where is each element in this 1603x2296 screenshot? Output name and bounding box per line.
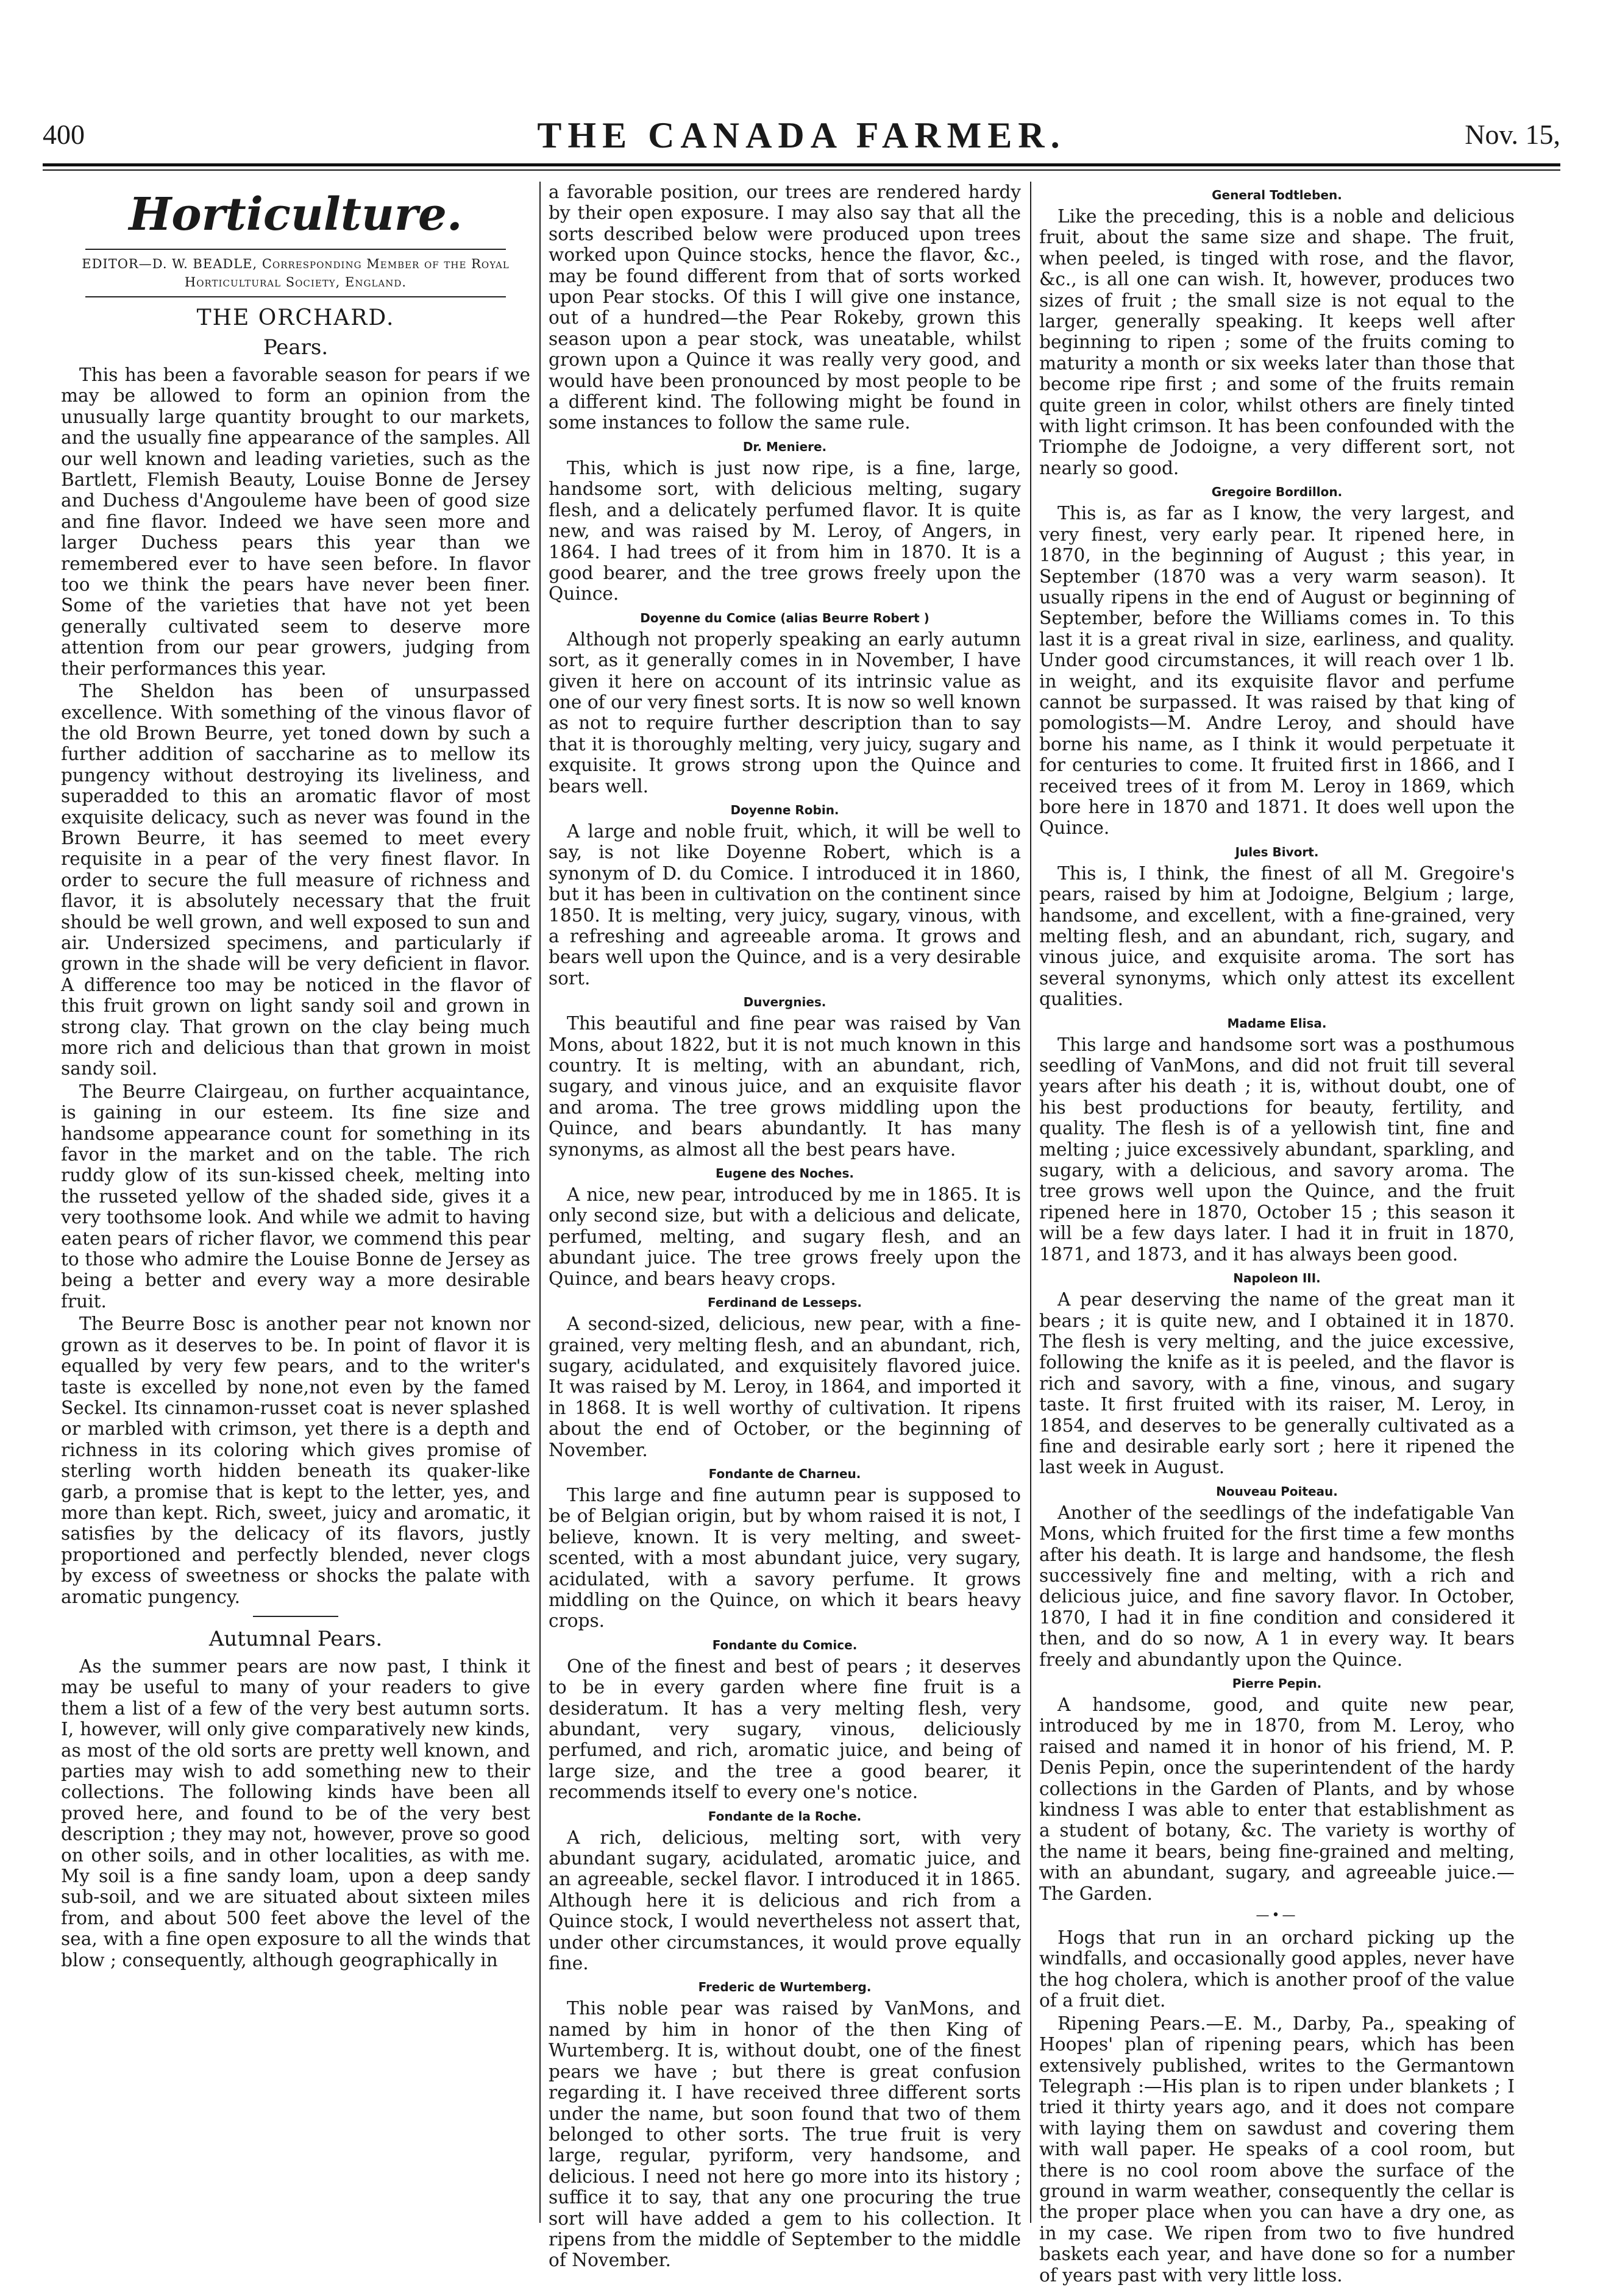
variety-name: Pierre Pepin.: [1232, 1676, 1322, 1691]
article-paragraph: The Beurre Bosc is another pear not known nor grown as it deserves to be. In point of flavor it is equalled by very few pears, and to the writer's taste is excelled by none,not even by the famed Seckel. Its cinnamon-russet coat is never splashed or marbled with crimson, yet there is a depth and richness in its coloring which gives promise of sterling worth hidden beneath its quaker-like garb, a promise that is kept to the letter, yes, and more than kept. Rich, sweet, juicy and aromatic, it satisfies by the delicacy of its flavors, justly proportioned and perfectly blended, never clogs by excess of sweetness or shocks the palate with aromatic pungency.: [61, 1313, 530, 1607]
article-paragraph: Hogs that run in an orchard picking up the windfalls, and occasionally good apples, never have the hog cholera, which is another proof of the value of a fruit diet.: [1039, 1927, 1515, 2011]
variety-description: Another of the seedlings of the indefatigable Van Mons, which fruited for the first time a few months after his death. It is large and handsome, the flesh successively fine and melting, with a rich and delicious juice, and fine savory flavor. In October, 1870, I had it in fine condition and considered it then, and do so now, A 1 in every way. It bears freely and abundantly upon the Quince.: [1039, 1502, 1515, 1670]
header-rule-thin: [43, 169, 1560, 171]
variety-name: Gregoire Bordillon.: [1211, 485, 1343, 500]
variety-description: A handsome, good, and quite new pear, introduced by me in 1870, from M. Leroy, who raised and named it in honor of his friend, M. P. Denis Pepin, once the superintendent of the hardy collections in the Garden of Plants, and by whose kindness I was able to enter that establishment as a student of botany, &c. The variety is worthy of the name it bears, being fine-grained and melting, with an abundant, sugary, and agreeable juice.—The Garden.: [1039, 1694, 1515, 1904]
column-2: [549, 182, 1021, 2271]
ornament-divider: —•—: [1256, 1908, 1298, 1924]
column-3: [1039, 182, 1515, 2286]
variety-name: Napoleon III.: [1233, 1271, 1321, 1286]
column-divider: [1030, 182, 1031, 2223]
header-rule: [43, 163, 1560, 166]
variety-description: This, which is just now ripe, is a fine, large, handsome sort, with delicious melting, sugary flesh, and a delicately perfumed flavor. It is quite new, and was raised by M. Leroy, of Angers, in 1864. I had trees of it from him in 1870. It is a good bearer, and the tree grows freely upon the Quince.: [549, 457, 1021, 605]
masthead-title: THE CANADA FARMER.: [537, 115, 1066, 155]
variety-description: Although not properly speaking an early autumn sort, as it generally comes in in November, I have given it here on account of its intrinsic value as one of our very finest sorts. It is now so well known as not to require further description than to say that it is thoroughly melting, very juicy, sugary and exquisite. It grows strong upon the Quince and bears well.: [549, 628, 1021, 797]
article-paragraph: a favorable position, our trees are rendered hardy by their open exposure. I may also say that all the sorts described below were produced upon trees worked upon Quince stocks, hence the flavor, &c., may be found different from that of sorts worked upon Pear stocks. Of this I will give one instance, out of a hundred—the Pear Rokeby, grown this season upon a pear stock, was uneatable, whilst grown upon a Quince it was really very good, and would have been pronounced by most people to be a different kind. The following might be found in some instances to follow the same rule.: [549, 182, 1021, 433]
variety-description: A second-sized, delicious, new pear, with a fine-grained, very melting flesh, and an abundant, rich, sugary, acidulated, and exquisitely flavored juice. It was raised by M. Leroy, in 1864, and imported it in 1868. It is well worthy of cultivation. It ripens about the end of October, or the beginning of November.: [549, 1313, 1021, 1460]
running-head: [43, 115, 1560, 157]
variety-description: This noble pear was raised by VanMons, and named by him in honor of the then King of Wurtemberg. It is, without doubt, one of the finest pears we have ; but there is great confusion regarding it. I have received three different sorts under the name, but soon found that two of them belonged to other sorts. The true fruit is very large, regular, pyriform, very handsome, and delicious. I need not here go more into its history ; suffice it to say, that any one procuring the true sort will have added a gem to his collection. It ripens from the middle of September to the middle of November.: [549, 1998, 1021, 2271]
variety-name: Jules Bivort.: [1235, 844, 1319, 859]
variety-name: Fondante du Comice.: [712, 1637, 858, 1652]
section-rule: [85, 249, 506, 250]
department-title: Horticulture.: [129, 188, 463, 241]
variety-description: This large and fine autumn pear is supposed to be of Belgian origin, but by whom raised it is not, I believe, known. It is very melting, and sweet-scented, with a most abundant juice, very sugary, acidulated, with a savory perfume. It grows middling on the Quince, on which it bears heavy crops.: [549, 1484, 1021, 1632]
page-number: 400: [43, 119, 85, 150]
variety-name: Doyenne du Comice (alias Beurre Robert ): [640, 610, 929, 625]
article-paragraph: The Beurre Clairgeau, on further acquaintance, is gaining in our esteem. Its fine size and handsome appearance count for something in its favor in the market and on the table. The rich ruddy glow of its sun-kissed cheek, melting into the russeted yellow of the shaded side, gives it a very toothsome look. And while we admit to having eaten pears of richer flavor, we commend this pear to those who admire the Louise Bonne de Jersey as being a better and every way a more desirable fruit.: [61, 1081, 530, 1312]
variety-description: A nice, new pear, introduced by me in 1865. It is only second size, but with a delicious and delicate, perfumed, melting, and sugary flesh, and an abundant juice. The tree grows freely upon the Quince, and bears heavy crops.: [549, 1184, 1021, 1289]
variety-description: A rich, delicious, melting sort, with very abundant sugary, acidulated, aromatic juice, and an agreeable, seckel flavor. I introduced it in 1865. Although here it is delicious and rich from a Quince stock, I would nevertheless not assert that, under other circumstances, it would prove equally fine.: [549, 1827, 1021, 1974]
variety-name: General Todtleben.: [1212, 188, 1342, 202]
column-divider: [539, 182, 541, 2223]
variety-name: Fondante de la Roche.: [708, 1808, 862, 1824]
variety-description: This is, as far as I know, the very largest, and very finest, very early pear. It ripened here, in 1870, in the beginning of August ; this year, in September (1870 was a very warm season). It usually ripens in the end of August or beginning of September, before the Williams comes in. To this last it is a great rival in size, earliness, and quality. Under good circumstances, it will reach over 1 lb. in weight, and its exquisite flavor and perfume cannot be surpassed. It was raised by that king of pomologists—M. Andre Leroy, and should have borne his name, as I think it would perpetuate it for centuries to come. It fruited first in 1866, and I received trees of it from M. Leroy in 1869, which bore here in 1870 and 1871. It does well upon the Quince.: [1039, 503, 1515, 839]
variety-name: Nouveau Poiteau.: [1216, 1484, 1338, 1499]
variety-name: Eugene des Noches.: [716, 1166, 854, 1181]
article-title: Autumnal Pears.: [208, 1626, 383, 1651]
variety-description: This large and handsome sort was a posthumous seedling of VanMons, and did not fruit till several years after his death ; it is, without doubt, one of his best productions for beauty, fertility, and quality. The flesh is of a yellowish tint, fine and melting ; juice excessively abundant, sparkling, and sugary, with a delicious, and savory aroma. The tree grows well upon the Quince, and the fruit ripened here in 1870, October 15 ; this season it will be a few days later. I had it in fruit in 1870, 1871, and 1873, and it has always been good.: [1039, 1034, 1515, 1265]
variety-description: This beautiful and fine pear was raised by Van Mons, about 1822, but it is not much known in this country. It is melting, with an abundant, rich, sugary, and vinous juice, and an exquisite flavor and aroma. The tree grows middling upon the Quince, and bears abundantly. It has many synonyms, as almost all the best pears have.: [549, 1013, 1021, 1160]
section-title: THE ORCHARD.: [196, 305, 395, 330]
variety-description: This is, I think, the finest of all M. Gregoire's pears, raised by him at Jodoigne, Belgium ; large, handsome, and excellent, with a fine-grained, very melting flesh, and an abundant, rich, sugary, and vinous juice, and exquisite aroma. The sort has several synonyms, which only attest its excellent qualities.: [1039, 862, 1515, 1010]
variety-name: Fondante de Charneu.: [708, 1466, 861, 1481]
subsection-title: Pears.: [263, 335, 329, 360]
variety-description: A large and noble fruit, which, it will be well to say, is not like Doyenne Robert, which is a synonym of D. du Comice. I introduced it in 1860, but it has been in cultivation on the continent since 1850. It is melting, very juicy, sugary, vinous, with a refreshing and agreeable aroma. It grows and bears well upon the Quince, and is a very desirable sort.: [549, 820, 1021, 989]
article-paragraph: This has been a favorable season for pears if we may be allowed to form an opinion from the unusually large quantity brought to our markets, and the usually fine appearance of the samples. All our well known and leading varieties, such as the Bartlett, Flemish Beauty, Louise Bonne de Jersey and Duchess d'Angouleme have been of good size and fine flavor. Indeed we have seen more and larger Duchess pears this year than we remembered ever to have seen before. In flavor too we think the pears have never been finer. Some of the varieties that have not yet been generally cultivated seem to deserve more attention from our pear growers, judging from their performances this year.: [61, 364, 530, 679]
issue-date: Nov. 15,: [1465, 119, 1560, 150]
article-paragraph: The Sheldon has been of unsurpassed excellence. With something of the vinous flavor of the old Brown Beurre, yet toned down by such a further addition of saccharine as to mellow its pungency without destroying its liveliness, and superadded to this an aromatic flavor of most exquisite delicacy, such as never was found in the Brown Beurre, it has seemed to meet every requisite in a pear of the very finest flavor. In order to secure the full measure of richness and flavor, it is absolutely necessary that the fruit should be well grown, and well exposed to sun and air. Undersized specimens, and particularly if grown in the shade will be very deficient in flavor. A difference too may be noticed in the flavor of this fruit grown on light sandy soil and grown in strong clay. That grown on the clay being much more rich and delicious than that grown in moist sandy soil.: [61, 681, 530, 1079]
variety-name: Dr. Meniere.: [742, 439, 827, 454]
column-1: [61, 182, 530, 2241]
variety-name: Ferdinand de Lesseps.: [707, 1295, 862, 1310]
variety-description: Like the preceding, this is a noble and delicious fruit, about the same size and shape. The fruit, when peeled, is tinged with rose, and the flavor, &c., is all one can wish. It, however, produces two sizes of fruit ; the small size is not equal to the larger, generally speaking. It keeps well after beginning to ripen ; some of the fruits coming to maturity a month or six weeks later than those that become ripe first ; and some of the fruits remain quite green in color, whilst others are finely tinted with light crimson. It has been confounded with the Triomphe de Jodoigne, a very different sort, not nearly so good.: [1039, 206, 1515, 478]
variety-name: Frederic de Wurtemberg.: [698, 1980, 872, 1995]
article-divider: [253, 1616, 338, 1617]
variety-name: Madame Elisa.: [1227, 1015, 1327, 1031]
article-paragraph: Ripening Pears.—E. M., Darby, Pa., speaking of Hoopes' plan of ripening pears, which has been extensively published, writes to the Germantown Telegraph :—His plan is to ripen under blankets ; I tried it thirty years ago, and it does not compare with laying them on sawdust and covering them with wall paper. He speaks of a cool room, but there is no cool room above the surface of the ground in warm weather, consequently the cellar is the proper place when you can have a dry one, as in my case. We ripen from two to five hundred baskets each year, and have done so for a number of years past with very little loss.: [1039, 2013, 1515, 2286]
section-rule: [85, 296, 506, 297]
variety-description: One of the finest and best of pears ; it deserves to be in every garden where fine fruit is a desideratum. It has a very melting flesh, very abundant, very sugary, vinous, deliciously perfumed, and rich, aromatic juice, and being of large size, and the tree a good bearer, it recommends itself to every one's notice.: [549, 1655, 1021, 1803]
variety-name: Duvergnies.: [743, 995, 826, 1010]
variety-description: A pear deserving the name of the great man it bears ; it is quite new, and I obtained it in 1870. The flesh is very melting, and the juice excessive, following the knife as it is peeled, and the flavor is rich and savory, with a fine, vinous, and sugary taste. It first fruited with its raiser, M. Leroy, in 1854, and deserves to be generally cultivated as a fine and desirable early sort ; here it ripened the last week in August.: [1039, 1289, 1515, 1478]
variety-name: Doyenne Robin.: [730, 802, 839, 817]
editor-line: EDITOR—D. W. BEADLE, Corresponding Member of the Royal Horticultural Society, England.: [82, 257, 510, 290]
article-paragraph: As the summer pears are now past, I think it may be useful to many of your readers to give them a list of a few of the very best autumn sorts. I, however, will only give comparatively new kinds, as most of the old sorts are pretty well known, and parties may wish to add something new to their collections. The following kinds have been all proved here, and found to be of the very best description ; they may not, however, prove so good on other soils, and in other localities, as with me. My soil is a fine sandy loam, upon a deep sandy sub-soil, and we are situated about sixteen miles from, and about 500 feet above the level of the sea, with a fine open exposure to all the winds that blow ; consequently, although geographically in: [61, 1655, 530, 1971]
